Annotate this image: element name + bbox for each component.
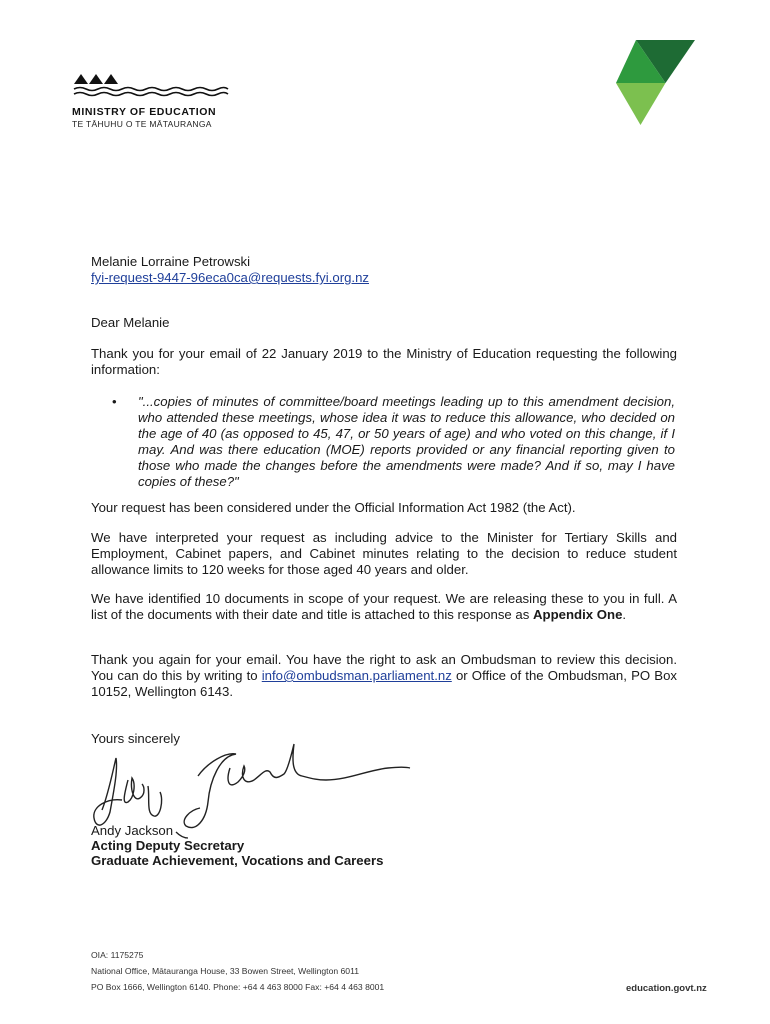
ministry-emblem-icon — [72, 72, 232, 102]
ministry-name: MINISTRY OF EDUCATION — [72, 106, 217, 118]
footer-address: National Office, Mātauranga House, 33 Bowen Street, Wellington 6011 — [91, 966, 360, 976]
signer-title: Acting Deputy Secretary — [91, 838, 245, 853]
signer-name: Andy Jackson — [91, 823, 174, 838]
paragraph-documents — [91, 591, 677, 623]
ombudsman-email-link[interactable]: info@ombudsman.parliament.nz — [261, 668, 452, 683]
ombudsman-text-end: or Office of the Ombudsman, PO Box 10152, Wellington 6143. — [91, 668, 677, 699]
documents-text: We have identified 10 documents in scope of your request. We are releasing these to you in full. A list of the documents with their date and title is attached to this response as — [91, 591, 677, 622]
recipient-name: Melanie Lorraine Petrowski — [91, 254, 251, 269]
ministry-logo — [72, 72, 242, 129]
valediction: Yours sincerely — [91, 731, 180, 746]
paragraph-request-intro: Thank you for your email of 22 January 2019 to the Ministry of Education requesting the following information: — [91, 346, 677, 377]
ombudsman-text: Thank you again for your email. You have the right to ask an Ombudsman to review this decision. You can do this by writing to — [91, 652, 677, 683]
paragraph-oia: Your request has been considered under the Official Information Act 1982 (the Act). — [91, 500, 576, 515]
ministry-triangle-logo-icon — [616, 40, 696, 126]
recipient-email-link[interactable]: fyi-request-9447-96eca0ca@requests.fyi.org.nz — [91, 270, 370, 285]
request-quote-text: "...copies of minutes of committee/board meetings leading up to this amendment decision, who attended these meetings, whose idea it was to reduce this allowance, who decided on the age of 40 (as opposed to 45, 47, or 50 years of age) and who voted on this change, if I may. And was there education (MOE) reports provided or any financial reporting given to those who made the changes before the amendments were made? And if so, may I have copies of these?" — [138, 394, 675, 489]
footer-website-link[interactable]: education.govt.nz — [626, 983, 707, 994]
ministry-maori-name: TE TĀHUHU O TE MĀTAURANGA — [72, 119, 212, 129]
salutation: Dear Melanie — [91, 315, 170, 330]
signer-department: Graduate Achievement, Vocations and Careers — [91, 853, 384, 868]
documents-text-end: . — [622, 607, 627, 622]
appendix-reference: Appendix One — [533, 607, 623, 622]
footer-contact: PO Box 1666, Wellington 6140. Phone: +64 4 463 8000 Fax: +64 4 463 8001 — [91, 982, 385, 992]
paragraph-ombudsman — [91, 652, 677, 700]
bullet-icon: • — [112, 394, 117, 409]
footer-oia-number: OIA: 1175275 — [91, 950, 144, 960]
paragraph-interpretation: We have interpreted your request as including advice to the Minister for Tertiary Skills and Employment, Cabinet papers, and Cabinet minutes relating to the decision to reduce student allowance limits to 120 weeks for those aged 40 years and older. — [91, 530, 677, 577]
